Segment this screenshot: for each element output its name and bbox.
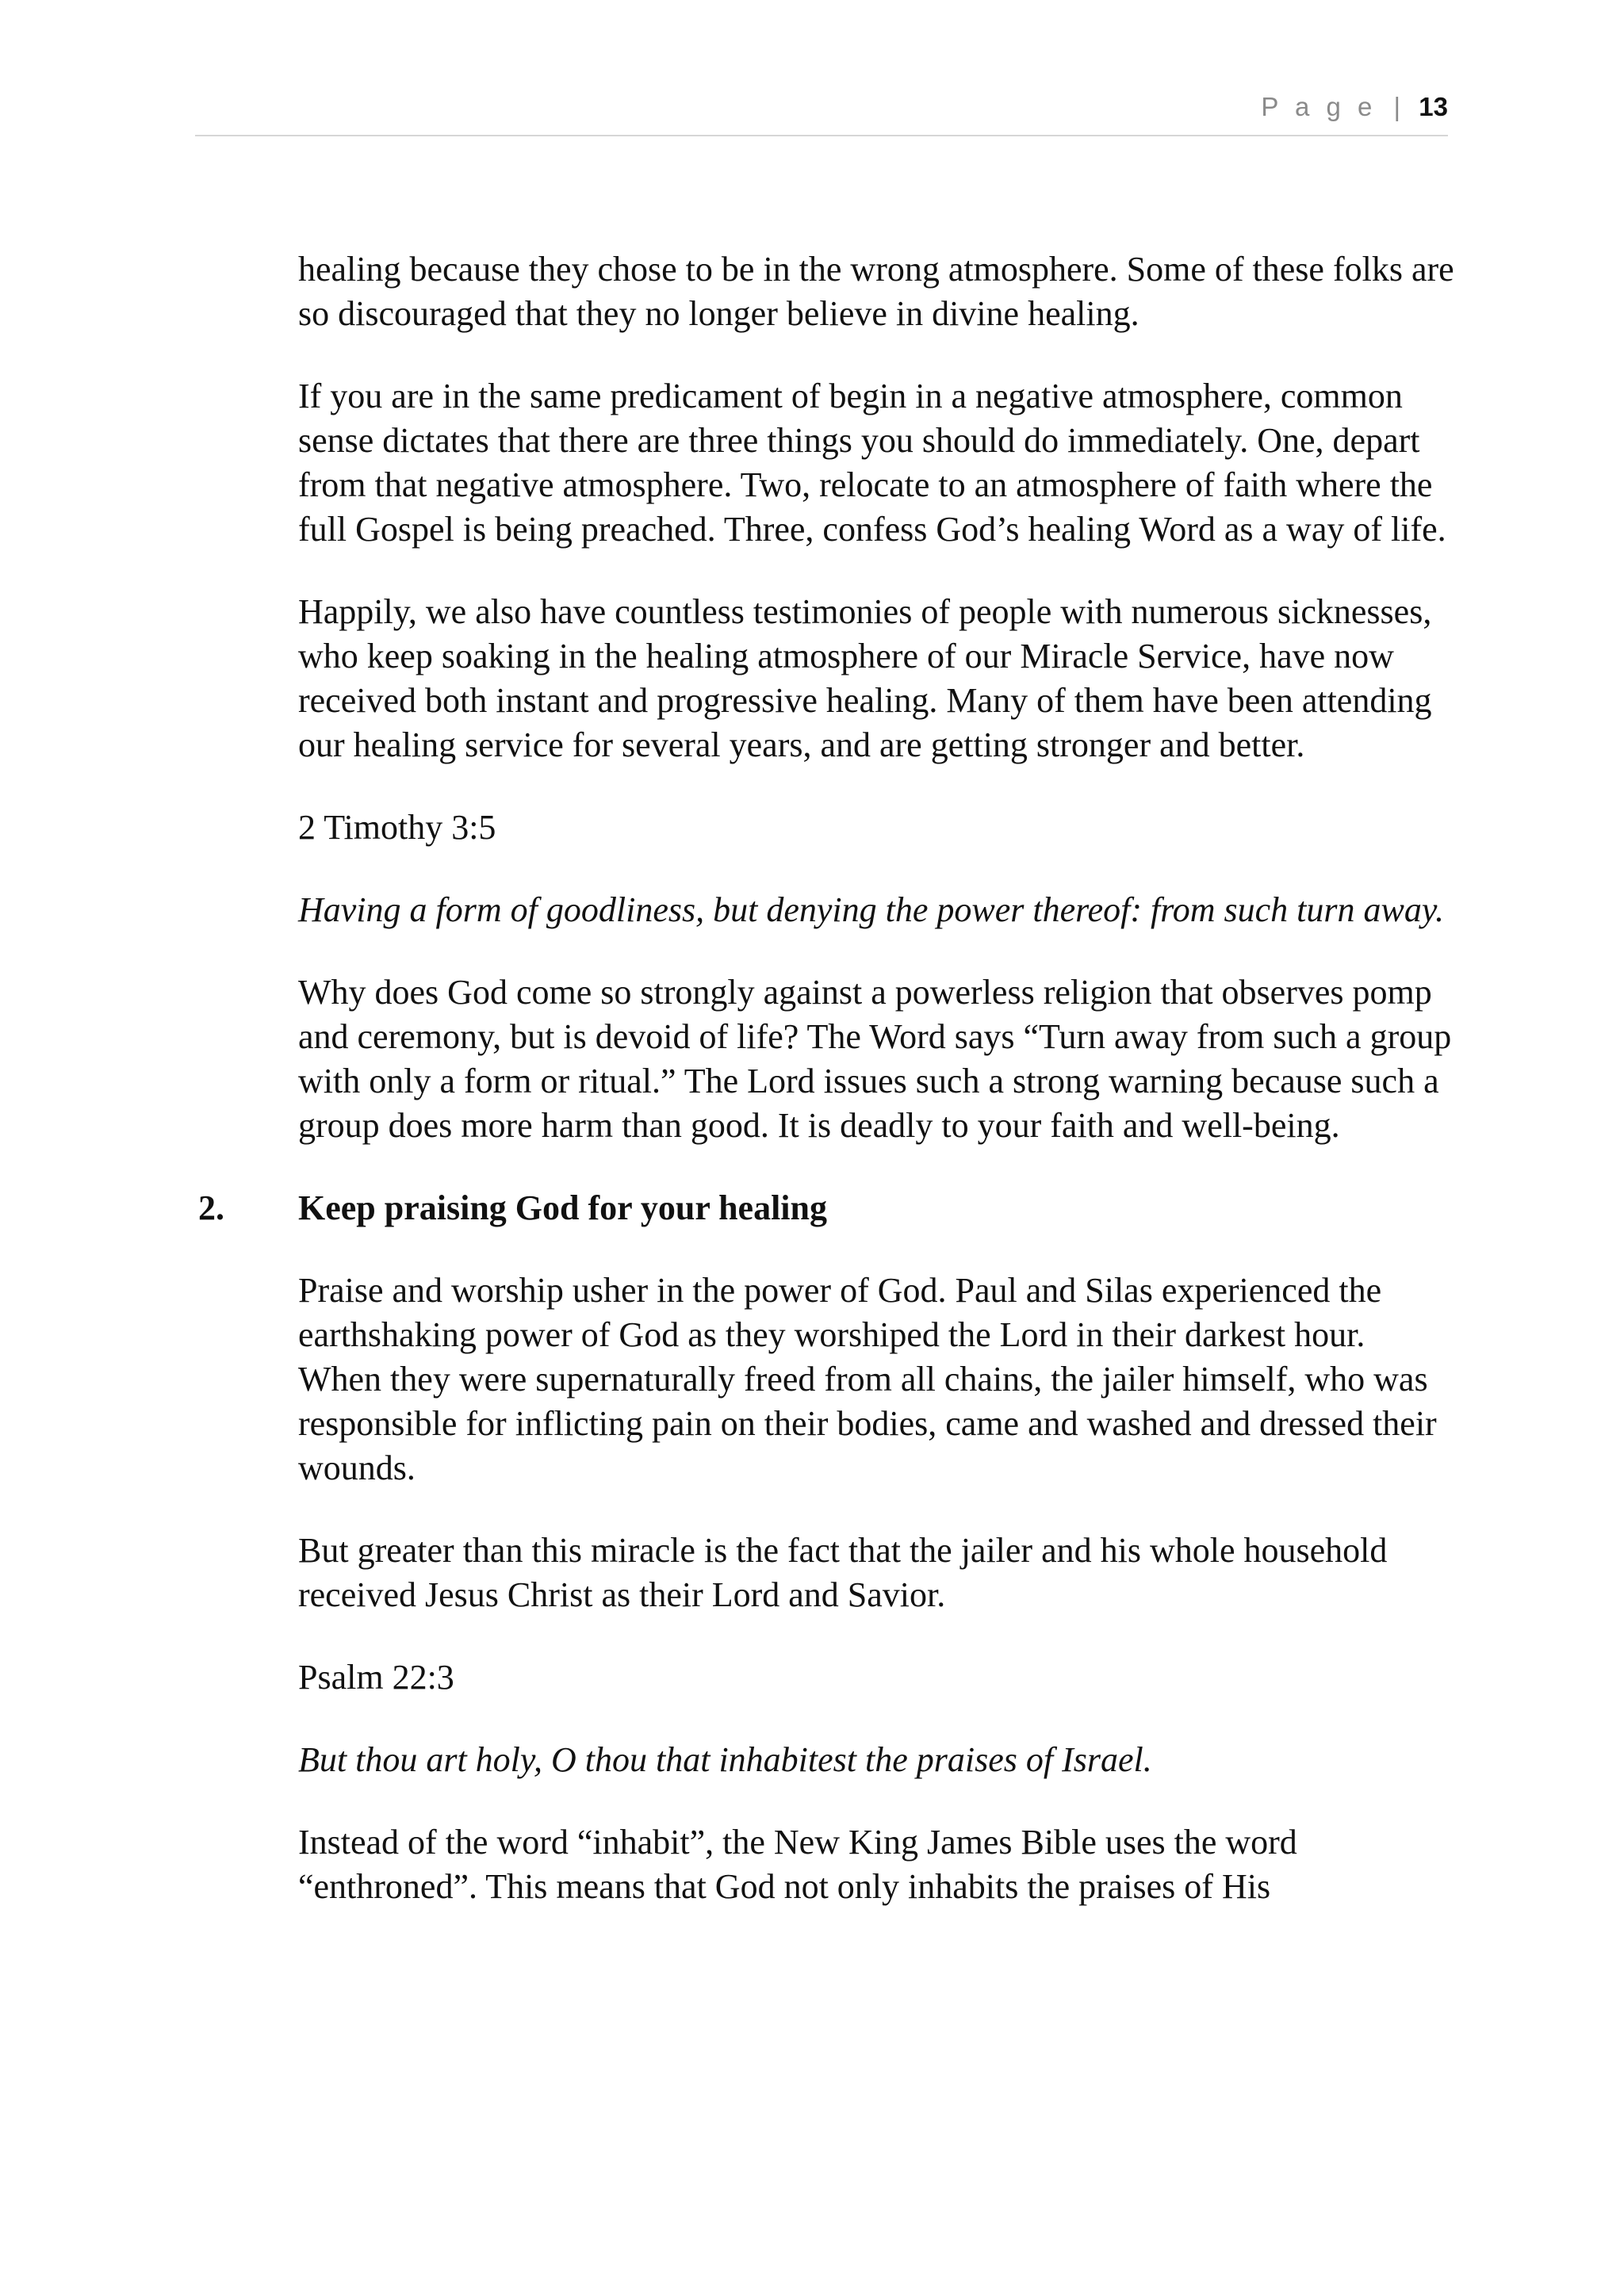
- paragraph: Instead of the word “inhabit”, the New King James Bible uses the word “enthroned”. This means that God not only inhabits the praises of His: [298, 1823, 1297, 1906]
- page-number: 13: [1419, 92, 1448, 121]
- paragraph: Why does God come so strongly against a powerless religion that observes pomp and ceremony, but is devoid of life? The Word says “Turn away from such a group with only a form or ritual.” The Lord issues such a strong warning because such a group does more harm than good. It is deadly to your faith and well-being.: [298, 973, 1452, 1145]
- section-title: Keep praising God for your healing: [298, 1188, 828, 1227]
- page-header: [0, 92, 1448, 122]
- paragraph: Happily, we also have countless testimonies of people with numerous sicknesses, who keep soaking in the healing atmosphere of our Miracle Service, have now received both instant and progressive healing. Many of them have been attending our healing service for several years, and are getting stronger and better.: [298, 592, 1432, 764]
- scripture-verse: But thou art holy, O thou that inhabitest the praises of Israel.: [298, 1740, 1152, 1779]
- page-label: P a g e: [1261, 92, 1377, 121]
- scripture-reference: 2 Timothy 3:5: [298, 808, 496, 847]
- scripture-verse: Having a form of goodliness, but denying the power thereof: from such turn away.: [298, 890, 1444, 929]
- scripture-reference: Psalm 22:3: [298, 1658, 454, 1697]
- paragraph: If you are in the same predicament of begin in a negative atmosphere, common sense dictates that there are three things you should do immediately. One, depart from that negative atmosphere. Two, relocate to an atmosphere of faith where the full Gospel is being preached. Three, confess God’s healing Word as a way of life.: [298, 377, 1446, 549]
- section-heading: [198, 1186, 1456, 1230]
- paragraph: But greater than this miracle is the fact that the jailer and his whole household received Jesus Christ as their Lord and Savior.: [298, 1531, 1388, 1614]
- page-separator: |: [1393, 92, 1401, 121]
- paragraph: healing because they chose to be in the wrong atmosphere. Some of these folks are so discouraged that they no longer believe in divine healing.: [298, 250, 1454, 333]
- header-divider: [195, 135, 1448, 136]
- section-number: 2.: [198, 1188, 224, 1227]
- paragraph: Praise and worship usher in the power of God. Paul and Silas experienced the earthshaking power of God as they worshiped the Lord in their darkest hour. When they were supernaturally freed from all chains, the jailer himself, who was responsible for inflicting pain on their bodies, came and washed and dressed their wounds.: [298, 1271, 1437, 1487]
- page-body: [198, 247, 1456, 1947]
